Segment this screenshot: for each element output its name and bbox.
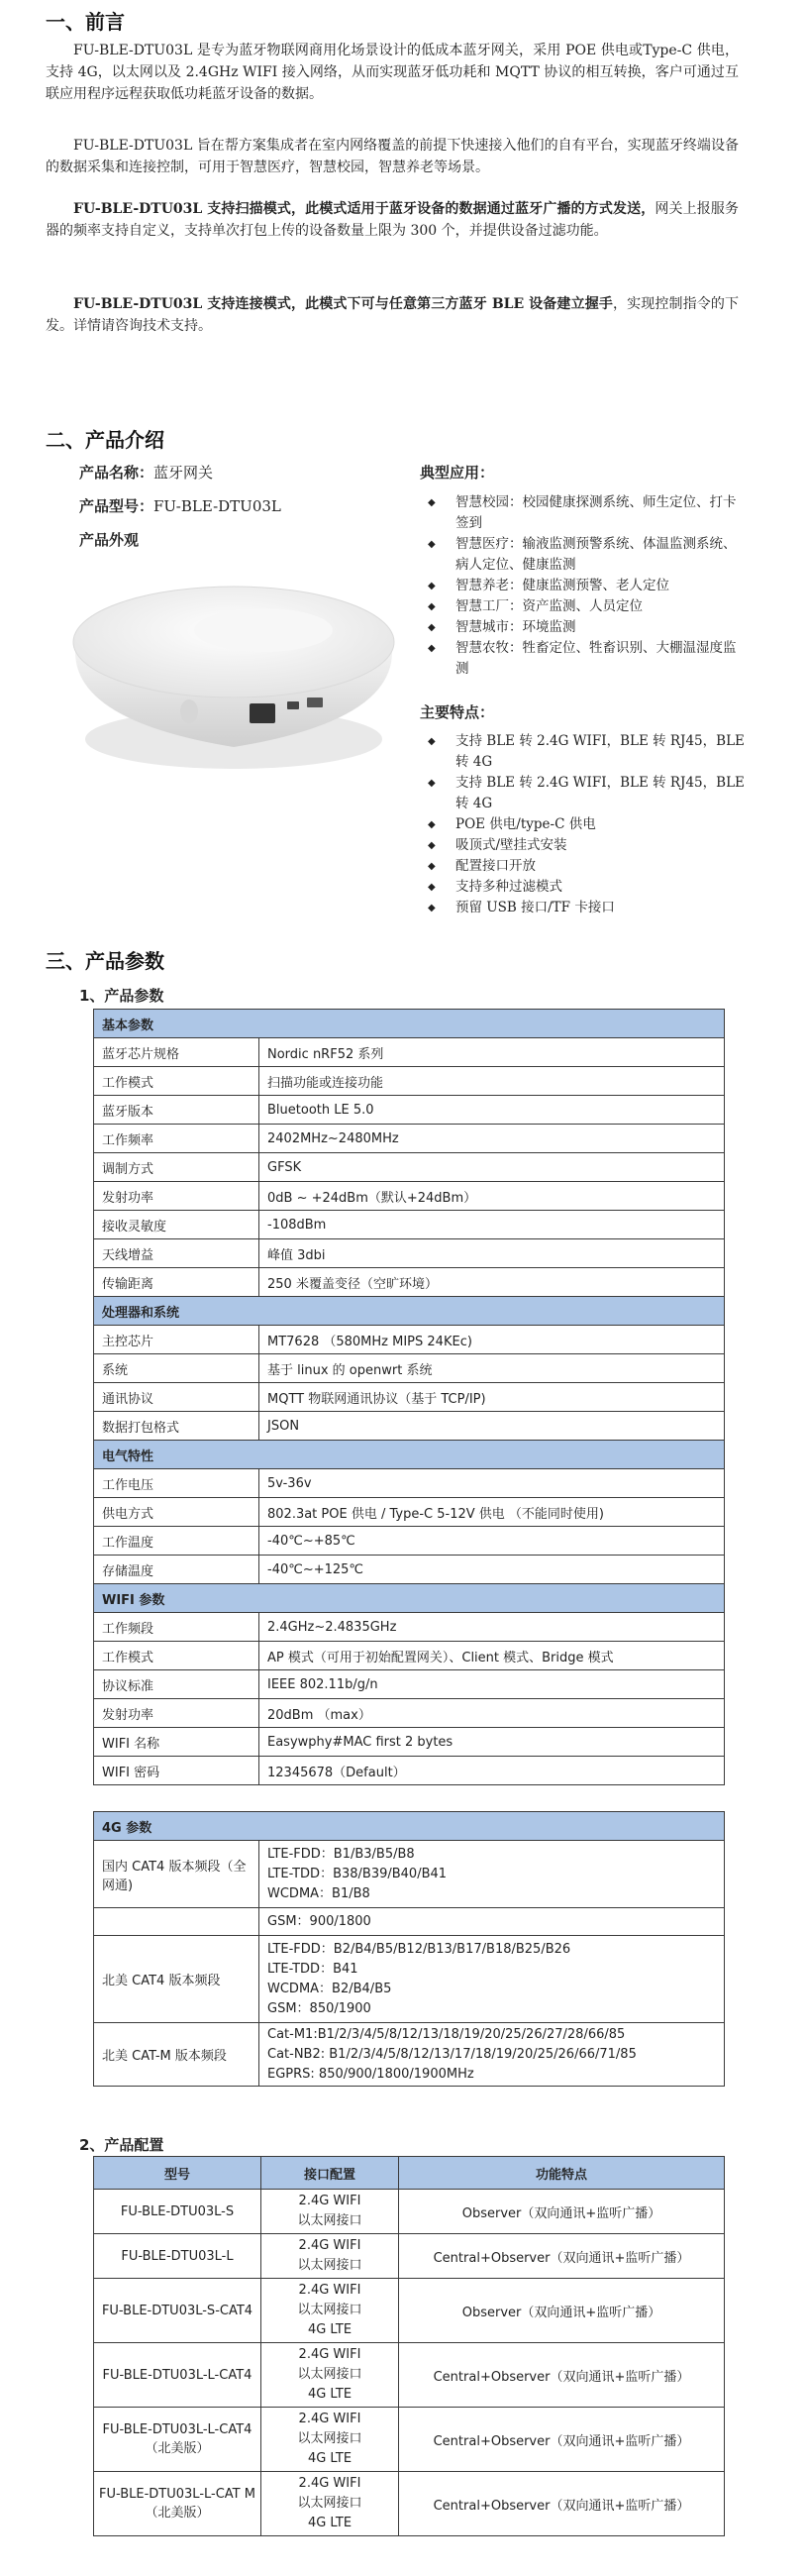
app-list-item: ◆ 智慧医疗：输液监测预警系统、体温监测系统、病人定位、健康监测 [420, 534, 747, 576]
lte-band-line: LTE-TDD：B38/B39/B40/B41 [267, 1866, 448, 1881]
config-interface-line: 2.4G WIFI [298, 2347, 361, 2362]
config-feature: Central+Observer（双向通讯+监听广播） [399, 2343, 725, 2408]
spec-row [94, 1067, 725, 1096]
spec-value: 5v-36v [259, 1469, 725, 1498]
lte-table [93, 1811, 725, 2087]
spec-table [93, 1009, 725, 1785]
spec-row [94, 1383, 725, 1412]
config-row [94, 2472, 725, 2536]
app-list-item: ◆ 智慧校园：校园健康探测系统、师生定位、打卡签到 [420, 492, 747, 534]
spec-value: -108dBm [259, 1211, 725, 1239]
spec-section-row [94, 1441, 725, 1469]
feature-list-item: ◆ 支持 BLE 转 2.4G WIFI，BLE 转 RJ45，BLE 转 4G [420, 773, 747, 814]
params-subheading-1: 1、产品参数 [79, 987, 164, 1005]
lte-band-line: GSM：850/1900 [267, 2000, 371, 2016]
spec-row [94, 1642, 725, 1670]
spec-value: 0dB ~ +24dBm（默认+24dBm） [259, 1182, 725, 1211]
spec-label: 数据打包格式 [94, 1412, 259, 1441]
app-list-item: ◆ 智慧工厂：资产监测、人员定位 [420, 596, 747, 617]
spec-row [94, 1728, 725, 1757]
lte-row [94, 2023, 725, 2087]
spec-label: 接收灵敏度 [94, 1211, 259, 1239]
spec-value: -40℃~+125℃ [259, 1556, 725, 1584]
product-name: 产品名称：蓝牙网关 [79, 464, 214, 482]
lte-value [259, 1936, 725, 2023]
spec-row [94, 1239, 725, 1268]
config-row [94, 2234, 725, 2279]
spec-value: 峰值 3dbi [259, 1239, 725, 1268]
lte-band-line: GSM：900/1800 [267, 1913, 371, 1929]
spec-value: 2.4GHz~2.4835GHz [259, 1613, 725, 1642]
feature-list-item: ◆ POE 供电/type-C 供电 [420, 814, 747, 835]
params-subheading-2: 2、产品配置 [79, 2136, 164, 2154]
spec-value: 扫描功能或连接功能 [259, 1067, 725, 1096]
spec-label: 发射功率 [94, 1182, 259, 1211]
lte-value [259, 1908, 725, 1936]
config-feature: Central+Observer（双向通讯+监听广播） [399, 2234, 725, 2279]
config-interface-line: 2.4G WIFI [298, 2194, 361, 2208]
spec-row [94, 1153, 725, 1182]
spec-row [94, 1182, 725, 1211]
intro-paragraph-3 [46, 198, 739, 242]
config-row [94, 2408, 725, 2472]
spec-label: WIFI 名称 [94, 1728, 259, 1757]
lte-section-row [94, 1812, 725, 1841]
ethernet-port-icon [250, 703, 275, 723]
intro-paragraph-4-bold: FU-BLE-DTU03L 支持连接模式，此模式下可与任意第三方蓝牙 BLE 设备建立握手 [73, 296, 613, 312]
spec-label: 蓝牙版本 [94, 1096, 259, 1125]
lte-band-line: Cat-M1:B1/2/3/4/5/8/12/13/18/19/20/25/26/27/28/66/85 [267, 2026, 626, 2042]
spec-row [94, 1469, 725, 1498]
config-interface-line: 4G LTE [307, 2451, 353, 2466]
spec-row [94, 1268, 725, 1297]
lte-band-line: WCDMA：B2/B4/B5 [267, 1981, 392, 1996]
spec-row [94, 1498, 725, 1527]
config-interface-line: 以太网接口 [297, 2258, 362, 2273]
spec-row [94, 1757, 725, 1785]
spec-row [94, 1613, 725, 1642]
spec-value: 20dBm （max） [259, 1699, 725, 1728]
feature-list-item: ◆ 支持多种过滤模式 [420, 877, 747, 898]
config-interface-line: 4G LTE [307, 2516, 353, 2530]
spec-value: 250 米覆盖变径（空旷环境） [259, 1268, 725, 1297]
spec-value: IEEE 802.11b/g/n [259, 1670, 725, 1699]
config-feature: Observer（双向通讯+监听广播） [399, 2190, 725, 2234]
lte-band-line: EGPRS: 850/900/1800/1900MHz [267, 2066, 474, 2082]
spec-label: 发射功率 [94, 1699, 259, 1728]
lte-row [94, 1841, 725, 1908]
intro-paragraph-4-rest: ，实现控制指令的下发。详情请咨询技术支持。 [46, 296, 739, 334]
intro-paragraph-4 [46, 293, 739, 337]
spec-label: 系统 [94, 1354, 259, 1383]
params-heading: 三、产品参数 [46, 949, 164, 973]
lte-label: 国内 CAT4 版本频段（全网通) [94, 1841, 259, 1908]
usb-port-icon [287, 701, 299, 709]
intro-heading: 一、前言 [46, 10, 125, 34]
config-interface-line: 2.4G WIFI [298, 2476, 361, 2491]
spec-label: 主控芯片 [94, 1326, 259, 1354]
spec-value: MT7628 （580MHz MIPS 24KEc) [259, 1326, 725, 1354]
spec-label: 供电方式 [94, 1498, 259, 1527]
spec-row [94, 1096, 725, 1125]
spec-section-row [94, 1010, 725, 1038]
lte-row [94, 1936, 725, 2023]
lte-value [259, 1841, 725, 1908]
product-heading: 二、产品介绍 [46, 428, 164, 452]
config-interfaces [261, 2279, 399, 2343]
config-interfaces [261, 2190, 399, 2234]
spec-value: -40℃~+85℃ [259, 1527, 725, 1556]
spec-value: 802.3at POE 供电 / Type-C 5-12V 供电 （不能同时使用) [259, 1498, 725, 1527]
config-model: FU-BLE-DTU03L-L [94, 2234, 261, 2279]
feature-list-item: ◆ 预留 USB 接口/TF 卡接口 [420, 898, 747, 918]
lte-band-line: Cat-NB2: B1/2/3/4/5/8/12/13/17/18/19/20/25/26/66/71/85 [267, 2046, 637, 2062]
config-interface-line: 以太网接口 [297, 2431, 362, 2446]
spec-row [94, 1326, 725, 1354]
product-model: 产品型号：FU-BLE-DTU03L [79, 497, 281, 515]
config-interface-line: 2.4G WIFI [298, 2283, 361, 2298]
spec-label: WIFI 密码 [94, 1757, 259, 1785]
lte-value [259, 2023, 725, 2087]
config-interface-line: 2.4G WIFI [298, 2412, 361, 2426]
spec-label: 工作电压 [94, 1469, 259, 1498]
config-model: FU-BLE-DTU03L-L-CAT4 [94, 2343, 261, 2408]
intro-paragraph-2: FU-BLE-DTU03L 旨在帮方案集成者在室内网络覆盖的前提下快速接入他们的自有平台，实现蓝牙终端设备的数据采集和连接控制，可用于智慧医疗，智慧校园，智慧养老等场景。 [46, 138, 739, 175]
spec-label: 工作模式 [94, 1642, 259, 1670]
spec-section-row [94, 1584, 725, 1613]
config-header-cell: 型号 [94, 2157, 261, 2190]
spec-row [94, 1354, 725, 1383]
config-header-cell: 接口配置 [261, 2157, 399, 2190]
spec-label: 工作温度 [94, 1527, 259, 1556]
product-appearance-label: 产品外观 [79, 531, 140, 549]
config-interface-line: 以太网接口 [297, 2213, 362, 2228]
lte-row [94, 1908, 725, 1936]
spec-row [94, 1038, 725, 1067]
spec-row [94, 1699, 725, 1728]
spec-row [94, 1125, 725, 1153]
spec-label: 调制方式 [94, 1153, 259, 1182]
config-model: FU-BLE-DTU03L-S [94, 2190, 261, 2234]
config-interfaces [261, 2234, 399, 2279]
spec-label: 传输距离 [94, 1268, 259, 1297]
spec-row [94, 1670, 725, 1699]
config-model: FU-BLE-DTU03L-S-CAT4 [94, 2279, 261, 2343]
feature-list-item: ◆ 吸顶式/壁挂式安装 [420, 835, 747, 856]
lte-label: 北美 CAT-M 版本频段 [94, 2023, 259, 2087]
lte-band-line: WCDMA：B1/B8 [267, 1885, 370, 1901]
spec-row [94, 1527, 725, 1556]
spec-label: 天线增益 [94, 1239, 259, 1268]
lte-band-line: LTE-TDD：B41 [267, 1961, 358, 1977]
spec-label: 协议标准 [94, 1670, 259, 1699]
app-list-item: ◆ 智慧城市：环境监测 [420, 617, 747, 638]
reset-port-icon [307, 698, 323, 707]
config-interface-line: 4G LTE [307, 2387, 353, 2402]
config-row [94, 2343, 725, 2408]
config-feature: Central+Observer（双向通讯+监听广播） [399, 2472, 725, 2536]
intro-paragraph-1: FU-BLE-DTU03L 是专为蓝牙物联网商用化场景设计的低成本蓝牙网关，采用 POE 供电或Type-C 供电，支持 4G，以太网以及 2.4GHz WIFI 接入网络，从而实现蓝牙低功耗和 MQTT 协议的相互转换，客户可通过互联应用程序远程获取低功耗蓝牙设备的数据。 [46, 43, 739, 102]
app-list-item: ◆ 智慧养老：健康监测预警、老人定位 [420, 576, 747, 596]
spec-label: 工作模式 [94, 1067, 259, 1096]
config-header-cell: 功能特点 [399, 2157, 725, 2190]
apps-list [420, 492, 747, 680]
spec-value: Easywphy#MAC first 2 bytes [259, 1728, 725, 1757]
config-interface-line: 以太网接口 [297, 2496, 362, 2511]
spec-value: MQTT 物联网通讯协议（基于 TCP/IP) [259, 1383, 725, 1412]
spec-section-title: 基本参数 [94, 1010, 725, 1038]
spec-section-title: WIFI 参数 [94, 1584, 725, 1613]
config-model: FU-BLE-DTU03L-L-CAT4（北美版） [94, 2408, 261, 2472]
config-table [93, 2156, 725, 2536]
spec-section-row [94, 1297, 725, 1326]
spec-label: 蓝牙芯片规格 [94, 1038, 259, 1067]
feature-list-item: ◆ 支持 BLE 转 2.4G WIFI，BLE 转 RJ45，BLE 转 4G [420, 731, 747, 773]
config-feature: Observer（双向通讯+监听广播） [399, 2279, 725, 2343]
config-interface-line: 以太网接口 [297, 2367, 362, 2382]
config-interfaces [261, 2343, 399, 2408]
config-model: FU-BLE-DTU03L-L-CAT M（北美版） [94, 2472, 261, 2536]
config-feature: Central+Observer（双向通讯+监听广播） [399, 2408, 725, 2472]
intro-paragraph-3-rest: 网关上报服务器的频率支持自定义，支持单次打包上传的设备数量上限为 300 个，并提供设备过滤功能。 [46, 201, 739, 239]
feature-list-item: ◆ 配置接口开放 [420, 856, 747, 877]
led-indicator-icon [180, 699, 198, 723]
config-header-row [94, 2157, 725, 2190]
apps-title: 典型应用： [420, 464, 495, 482]
config-row [94, 2190, 725, 2234]
gateway-product-image [55, 563, 412, 791]
config-interfaces [261, 2472, 399, 2536]
spec-section-title: 电气特性 [94, 1441, 725, 1469]
spec-label: 存储温度 [94, 1556, 259, 1584]
features-list [420, 731, 747, 918]
config-interface-line: 以太网接口 [297, 2303, 362, 2317]
spec-section-title: 处理器和系统 [94, 1297, 725, 1326]
lte-label [94, 1908, 259, 1936]
spec-label: 工作频率 [94, 1125, 259, 1153]
lte-label: 北美 CAT4 版本频段 [94, 1936, 259, 2023]
config-row [94, 2279, 725, 2343]
spec-value: GFSK [259, 1153, 725, 1182]
config-interfaces [261, 2408, 399, 2472]
app-list-item: ◆ 智慧农牧：牲畜定位、牲畜识别、大棚温湿度监测 [420, 638, 747, 680]
spec-label: 工作频段 [94, 1613, 259, 1642]
spec-row [94, 1412, 725, 1441]
lte-band-line: LTE-FDD：B2/B4/B5/B12/B13/B17/B18/B25/B26 [267, 1941, 571, 1957]
config-interface-line: 2.4G WIFI [298, 2238, 361, 2253]
lte-band-line: LTE-FDD：B1/B3/B5/B8 [267, 1846, 415, 1862]
intro-paragraph-3-bold: FU-BLE-DTU03L 支持扫描模式，此模式适用于蓝牙设备的数据通过蓝牙广播的方式发送， [73, 201, 655, 217]
spec-row [94, 1211, 725, 1239]
spec-value: 2402MHz~2480MHz [259, 1125, 725, 1153]
spec-row [94, 1556, 725, 1584]
features-title: 主要特点： [420, 703, 495, 721]
spec-value: AP 模式（可用于初始配置网关）、Client 模式、Bridge 模式 [259, 1642, 725, 1670]
spec-value: JSON [259, 1412, 725, 1441]
spec-value: Nordic nRF52 系列 [259, 1038, 725, 1067]
config-interface-line: 4G LTE [307, 2322, 353, 2337]
spec-value: Bluetooth LE 5.0 [259, 1096, 725, 1125]
lte-section-title: 4G 参数 [94, 1812, 725, 1841]
spec-value: 基于 linux 的 openwrt 系统 [259, 1354, 725, 1383]
spec-label: 通讯协议 [94, 1383, 259, 1412]
spec-value: 12345678（Default） [259, 1757, 725, 1785]
